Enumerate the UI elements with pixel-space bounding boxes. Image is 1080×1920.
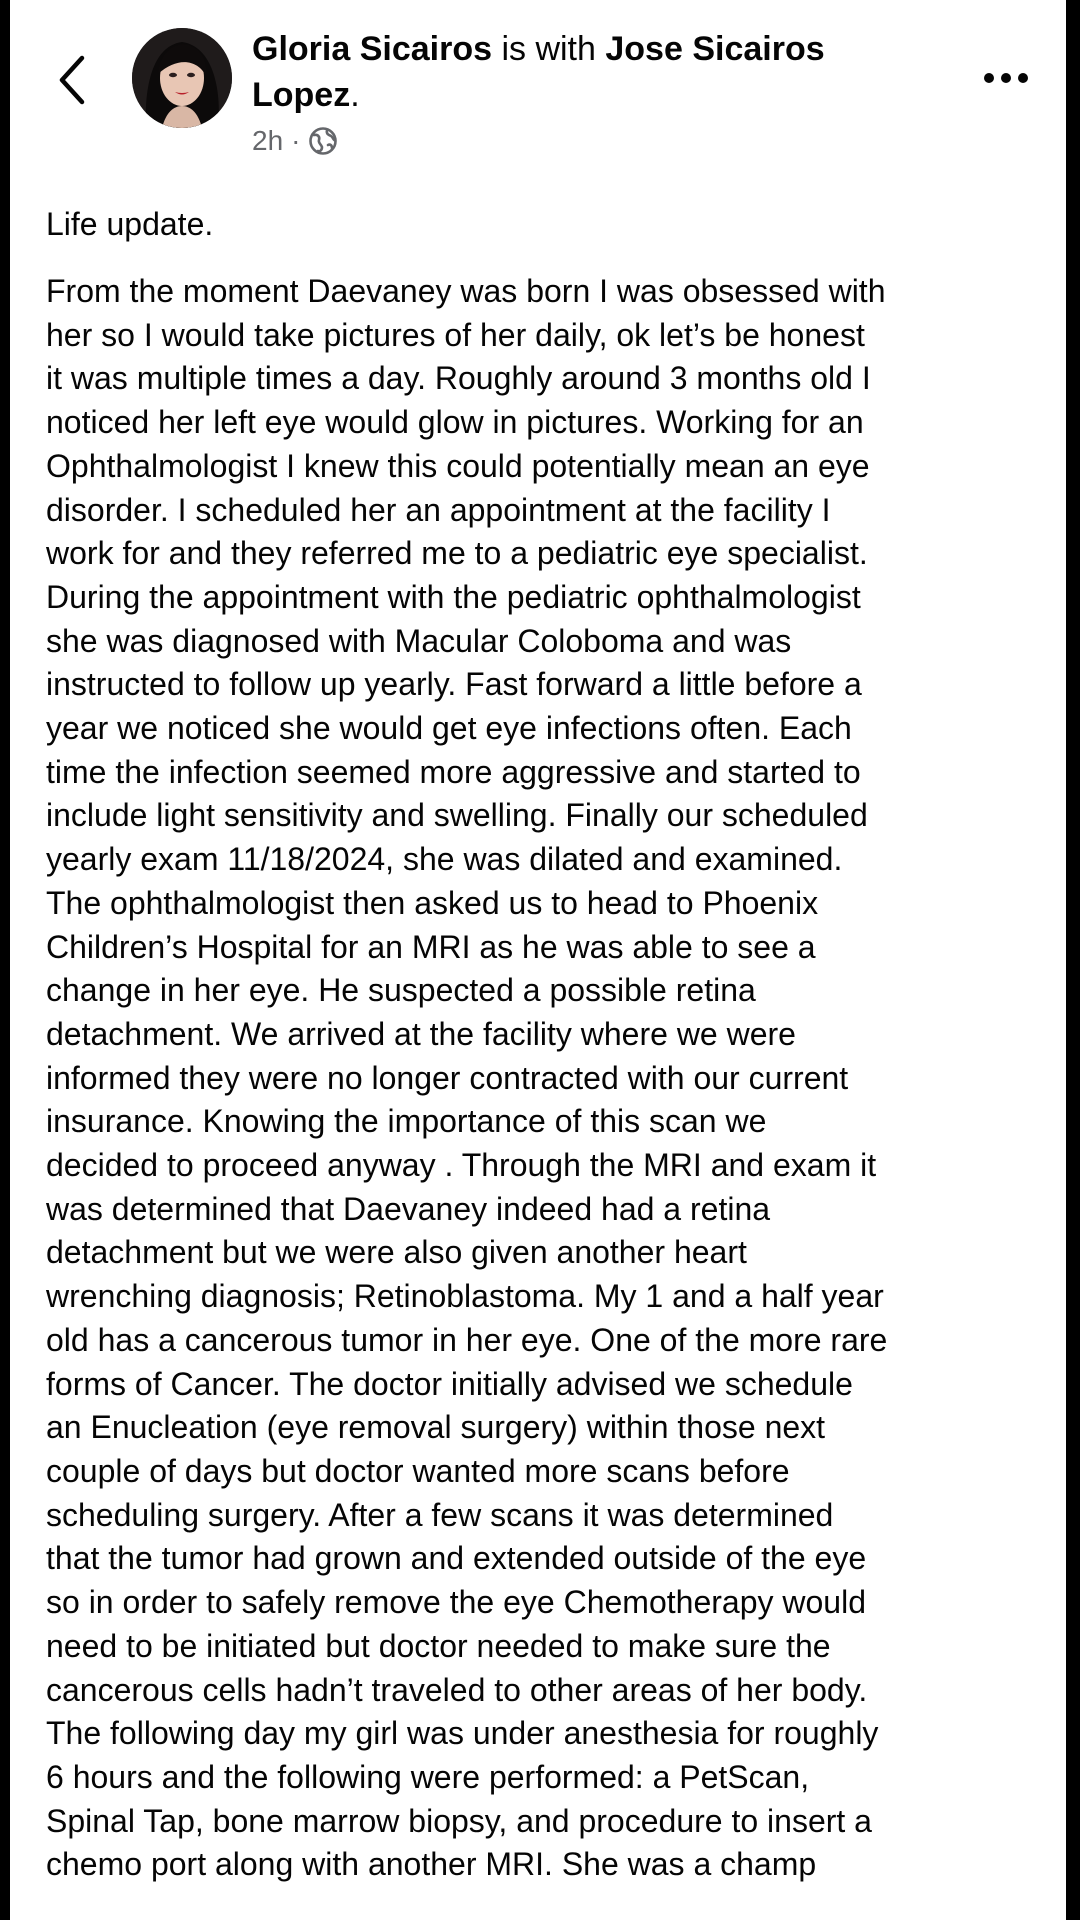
header-period: . [350,76,360,114]
globe-icon[interactable] [308,126,338,156]
author-name[interactable]: Gloria Sicairos [252,30,492,68]
avatar-portrait [132,28,232,128]
author-avatar[interactable] [132,28,232,128]
with-text: is with [501,30,596,68]
right-edge-border [1066,0,1080,1920]
tagged-person-name[interactable]: Jose Sicairos Lopez [252,30,825,114]
more-options-button[interactable] [982,68,1030,88]
chevron-left-icon [52,50,92,110]
post-body [46,200,1046,1887]
post-time[interactable]: 2h [252,125,284,156]
post-intro: Life update. [46,206,214,242]
post-story: From the moment Daevaney was born I was obsessed with her so I would take pictures of her daily, ok let’s be honest it was multiple times a day. Roughly around 3 months old I noticed her left eye would glow in pictures. Working for an Ophthalmologist I knew this could potentially mean an eye disorder. I scheduled her an appointment at the facility I work for and they referred me to a pediatric eye specialist. During the appointment with the pediatric ophthalmologist she was diagnosed with Macular Coloboma and was instructed to follow up yearly. Fast forward a little before a year we noticed she would get eye infections often. Each time the infection seemed more aggressive and started to include light sensitivity and swelling. Finally our scheduled yearly exam 11/18/2024, she was dilated and examined. The ophthalmologist then asked us to head to Phoenix Children’s Hospital for an MRI as he was able to see a change in her eye. He suspected a possible retina detachment. We arrived at the facility where we were informed they were no longer contracted with our current insurance. Knowing the importance of this scan we decided to proceed anyway . Through the MRI and exam it was determined that Daevaney indeed had a retina detachment but we were also given another heart wrenching diagnosis; Retinoblastoma. My 1 and a half year old has a cancerous tumor in her eye. One of the more rare forms of Cancer. The doctor initially advised we schedule an Enucleation (eye removal surgery) within those next couple of days but doctor wanted more scans before scheduling surgery. After a few scans it was determined that the tumor had grown and extended outside of the eye so in order to safely remove the eye Chemotherapy would need to be initiated but doctor needed to make sure the cancerous cells hadn’t traveled to other areas of her body. The following day my girl was under anesthesia for roughly 6 hours and the following were performed: a PetScan, Spinal Tap, bone marrow biopsy, and procedure to insert a chemo port along with another MRI. She was a champ [46,273,888,1883]
post-meta [252,124,338,158]
more-horizontal-icon [982,68,1030,88]
post-header [252,26,912,118]
meta-separator: · [291,125,301,156]
left-edge-border [0,0,10,1920]
back-button[interactable] [52,50,92,110]
